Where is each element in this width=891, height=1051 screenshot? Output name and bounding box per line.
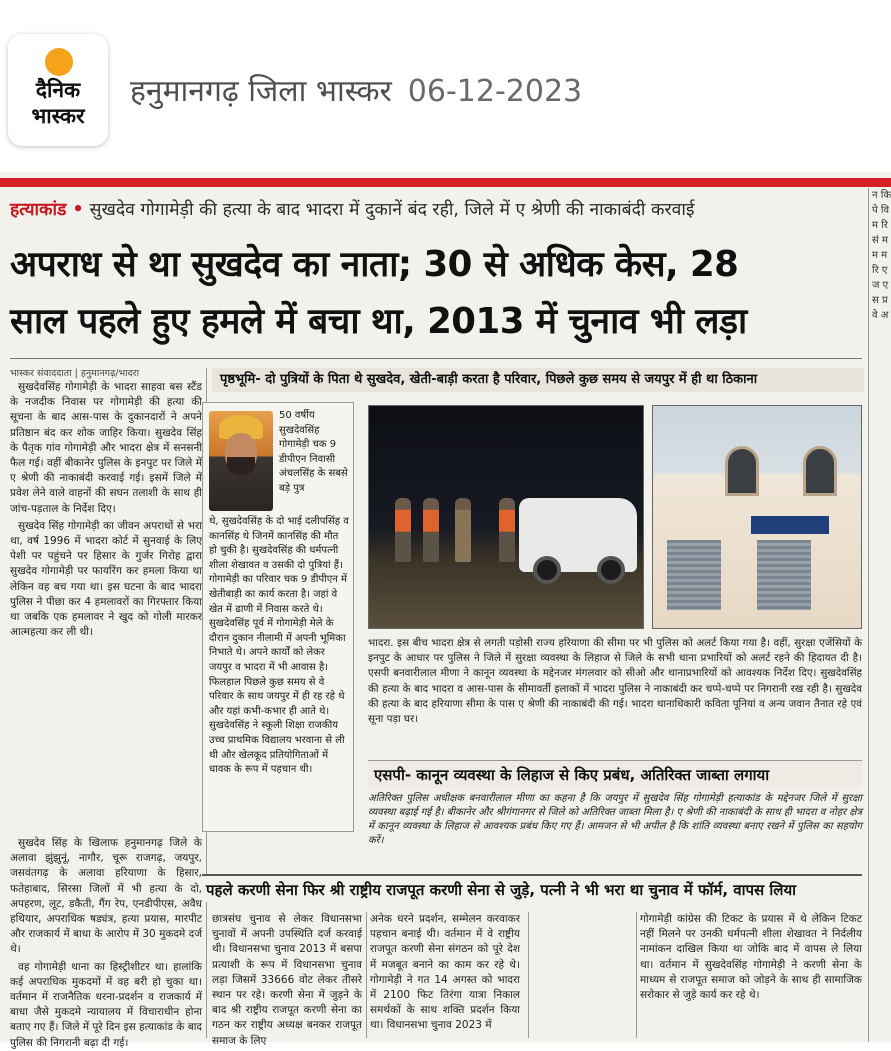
sp-subhead: एसपी- कानून व्यवस्था के लिहाज से किए प्रबंध, अतिरिक्त जाब्ता लगाया	[368, 760, 862, 788]
karni-sena-subhead: पहले करणी सेना फिर श्री राष्ट्रीय राजपूत करणी सेना से जुड़े, पत्नी ने भी भरा था चुनाव में फॉर्म, वापस लिया	[202, 874, 862, 902]
headline-divider	[10, 358, 862, 359]
profile-box	[202, 402, 354, 832]
police-officer-figure	[395, 498, 411, 562]
karni-column-a: छात्रसंघ चुनाव से लेकर विधानसभा चुनावों में अपनी उपस्थिति दर्ज करवाई थी। विधानसभा चुनाव 2013 में बसपा प्रत्याशी के रूप में विधानसभा चुनाव लड़ा जिसमें 33666 वोट लेकर तीसरे स्थान पर रहे। करणी सेना में जुड़ने के बाद श्री राष्ट्रीय राजपूत करणी सेना का गठन कर राष्ट्रीय अध्यक्ष बनकर राजपूत समाज के लिए	[212, 913, 362, 1047]
main-headline	[10, 236, 862, 350]
red-top-rule	[0, 178, 891, 187]
building-window	[803, 446, 837, 496]
portrait-photo	[209, 411, 273, 511]
edition-title	[130, 72, 582, 112]
byline: भास्कर संवाददाता | हनुमानगढ़/भादरा	[10, 368, 140, 379]
app-header	[0, 0, 891, 172]
edition-name: हनुमानगढ़ जिला भास्कर	[130, 74, 392, 109]
closed-shops-photo	[652, 405, 862, 629]
closed-shutter	[757, 540, 811, 610]
car-wheel	[533, 556, 561, 584]
left-column-text	[10, 380, 202, 830]
paragraph: सुखदेव सिंह के खिलाफ हनुमानगढ़ जिले के अलावा झुंझुनूं, नागौर, चूरू राजगढ़, जयपुर, जसवंतगढ़ के अलावा हरियाणा के हिसार, फतेहाबाद, सिरसा जिलों में भी हत्या के दो, अपहरण, लूट, डकैती, गैंग रेप, एनडीपीएस, अवैध हथियार, अपराधिक षड्यंत्र, हत्या प्रयास, मारपीट और राजकार्य में बाधा के आरोप में 30 मुकदमे दर्ज थे।	[10, 837, 202, 956]
paragraph: वह गोगामेड़ी थाना का हिस्ट्रीशीटर था। हालांकि कई अपराधिक मुकदमों में वह बरी हो चुका था। वर्तमान में राजनैतिक धरना-प्रदर्शन व राजकार्य में बाधा जैसे मुकदमे न्यायालय में विचाराधीन होना बताए गए हैं। जिले में पूरे दिन इस हत्याकांड के बाद पुलिस की निगरानी बढ़ा दी गई।	[10, 960, 202, 1049]
logo-text-line1: दैनिक	[35, 78, 81, 102]
shop-signboard	[751, 516, 829, 534]
building-window	[725, 446, 759, 496]
police-officer-figure	[499, 498, 515, 562]
police-officer-figure	[423, 498, 439, 562]
closed-shutter	[667, 540, 721, 610]
adjacent-story-strip: न कि पे वि म रि सं म म म रि ए ज ए स प्र वे अ	[868, 188, 891, 1042]
beard-shape	[227, 457, 255, 475]
dainik-bhaskar-logo[interactable]	[8, 34, 108, 146]
background-subhead: पृष्ठभूमि- दो पुत्रियों के पिता थे सुखदेव, खेती-बाड़ी करता है परिवार, पिछले कुछ समय से जयपुर में ही था ठिकाना	[212, 368, 864, 392]
middle-report-text: भादरा. इस बीच भादरा क्षेत्र से लगती पड़ोसी राज्य हरियाणा की सीमा पर भी पुलिस को अलर्ट किया गया है। वहीं, सुरक्षा एजेंसियों के इनपुट के आधार पर पुलिस ने जिले में सुरक्षा व्यवस्था के लिहाज से जिले के सभी थाना प्रभारियों को अलर्ट रहने की हिदायत दी है। एसपी बनवारीलाल मीणा ने कानून व्यवस्था के मद्देनजर मंगलवार को सीओ और थानाप्रभारियों को आवश्यक निर्देश दिए। सुखदेवसिंह की हत्या के बाद भादरा व आस-पास के सीमावर्ती इलाकों में भादरा पुलिस ने नाकाबंदी कर चप्पे-चप्पे पर निगरानी रख रही है। सुखदेव की हत्या के बाद हरियाणा सीमा के पास ए श्रेणी की नाकाबंदी की गई। भादरा थानाधिकारी कविता पूनियां व अन्य जवान तैनात रहे एवं सूना पड़ा घर।	[368, 637, 862, 726]
column-divider	[528, 912, 529, 1038]
story-strapline	[10, 198, 860, 222]
headline-line-1: अपराध से था सुखदेव का नाता; 30 से अधिक केस, 28	[10, 244, 739, 285]
column-divider	[366, 912, 367, 1038]
left-column-continued	[10, 836, 202, 1049]
car-wheel	[597, 556, 625, 584]
sp-quote-text: अतिरिक्त पुलिस अधीक्षक बनवारीलाल मीणा का कहना है कि जयपुर में सुखदेव सिंह गोगामेड़ी हत्याकांड के मद्देनजर जिले में सुरक्षा व्यवस्था बढ़ाई गई है। बीकानेर और श्रीगंगानगर से जिले को अतिरिक्त जाब्ता मिला है। ए श्रेणी की नाकाबंदी के साथ ही भादरा व नोहर क्षेत्र में कानून व्यवस्था के लिहाज से आवश्यक प्रबंध किए गए हैं। आमजन से भी अपील है कि शांति व्यवस्था बनाए रखने में पुलिस का सहयोग करें।	[368, 793, 862, 846]
logo-text-line2: भास्कर	[31, 104, 85, 128]
paragraph: सुखदेवसिंह गोगामेड़ी के भादरा साहवा बस स्टैंड के नजदीक निवास पर गोगामेड़ी की हत्या की सूचना के बाद आस-पास के दुकानदारों ने अपने प्रतिष्ठान बंद कर शोक जाहिर किया। सुखदेव सिंह के पैतृक गांव गोगामेड़ी और भादरा क्षेत्र में सनसनी फैल गई। वहीं बीकानेर पुलिस के इनपुट पर जिले में ए श्रेणी की नाकाबंदी करवाई गई। इसमें जिले में प्रवेश लेने वाले वाहनों की सघन तलाशी के साथ ही जांच-पड़ताल के निर्देश दिए।	[10, 381, 202, 515]
headline-line-2: साल पहले हुए हमले में बचा था, 2013 में चुनाव भी लड़ा	[10, 301, 747, 342]
police-officer-figure	[455, 498, 471, 562]
profile-body: थे, सुखदेवसिंह के दो भाई दलीपसिंह व कानसिंह थे जिनमें कानसिंह की मौत हो चुकी है। सुखदेवसिंह की धर्मपत्नी शीला शेखावत व उसकी दो पुत्रियां हैं। गोगामेड़ी का परिवार चक 9 डीपीएन में खेतीबाड़ी का कार्य करता है। जहां वे खेत में ढाणी में निवास करते थे। सुखदेवसिंह पूर्व में गोगामेड़ी मेले के दौरान दुकान नीलामी में अपनी भूमिका निभाते थे। अपने कार्यों को लेकर जयपुर व भादरा में भी आवास है। फिलहाल पिछले कुछ समय से वे परिवार के साथ जयपुर में ही रह रहे थे और यहां कभी-कभार ही आते थे। सुखदेवसिंह ने स्कूली शिक्षा राजकीय उच्च प्राथमिक विद्यालय भरवाना से ली थी और खेलकूद प्रतियोगिताओं में धावक के रूप में पहचान थी।	[209, 516, 349, 776]
police-checkpoint-night-photo	[368, 405, 644, 629]
strapline-text: सुखदेव गोगामेड़ी की हत्या के बाद भादरा में दुकानें बंद रही, जिले में ए श्रेणी की नाकाबंदी करवाई	[89, 200, 695, 220]
profile-intro: 50 वर्षीय सुखदेवसिंह गोगामेड़ी चक 9 डीपीएन निवासी अंचलसिंह के सबसे बड़े पुत्र	[279, 410, 348, 494]
sun-logo-icon	[45, 48, 73, 76]
story-kicker: हत्याकांड •	[10, 200, 84, 220]
karni-column-c: गोगामेड़ी कांग्रेस की टिकट के प्रयास में थे लेकिन टिकट नहीं मिलने पर उनकी धर्मपत्नी शीला शेखावत ने निर्दलीय नामांकन दाखिल किया था जोकि बाद में वापस ले लिया था। वर्तमान में सुखदेवसिंह गोगामेड़ी ने करणी सेना के माध्यम से राजपूत समाज को जोड़ने के साथ ही सामाजिक सरोकार से जुड़े कार्य कर रहे थे।	[640, 913, 862, 1002]
column-divider	[636, 912, 637, 1038]
police-car	[519, 498, 637, 572]
paragraph: सुखदेव सिंह गोगामेड़ी का जीवन अपराधों से भरा था, वर्ष 1996 में भादरा कोर्ट में सुनवाई के लिए पेशी पर पहुंचने पर हिसार के गुर्जर गिरोह द्वारा सुखदेव गोगामेड़ी पर फायरिंग कर हमला किया था लेकिन वह बच गया था। इस घटना के बाद भादरा पुलिस ने पीछा कर 4 हमलावरों का गिरफ्तार किया था जबकि एक हमलावर ने खुद को गोली मारकर आत्महत्या कर ली थी।	[10, 519, 202, 639]
newspaper-clipping	[0, 172, 891, 1049]
karni-column-b: अनेक धरने प्रदर्शन, सम्मेलन करवाकर पहचान बनाई थी। वर्तमान में वे राष्ट्रीय राजपूत करणी सेना संगठन को पूरे देश में मजबूत बनाने का काम कर रहे थे। गोगामेड़ी ने गत 14 अगस्त को भादरा में 2100 फिट तिरंगा यात्रा निकाल समर्थकों के साथ शक्ति प्रदर्शन किया था। विधानसभा चुनाव 2023 में	[370, 913, 520, 1032]
edition-date: 06-12-2023	[407, 74, 583, 109]
